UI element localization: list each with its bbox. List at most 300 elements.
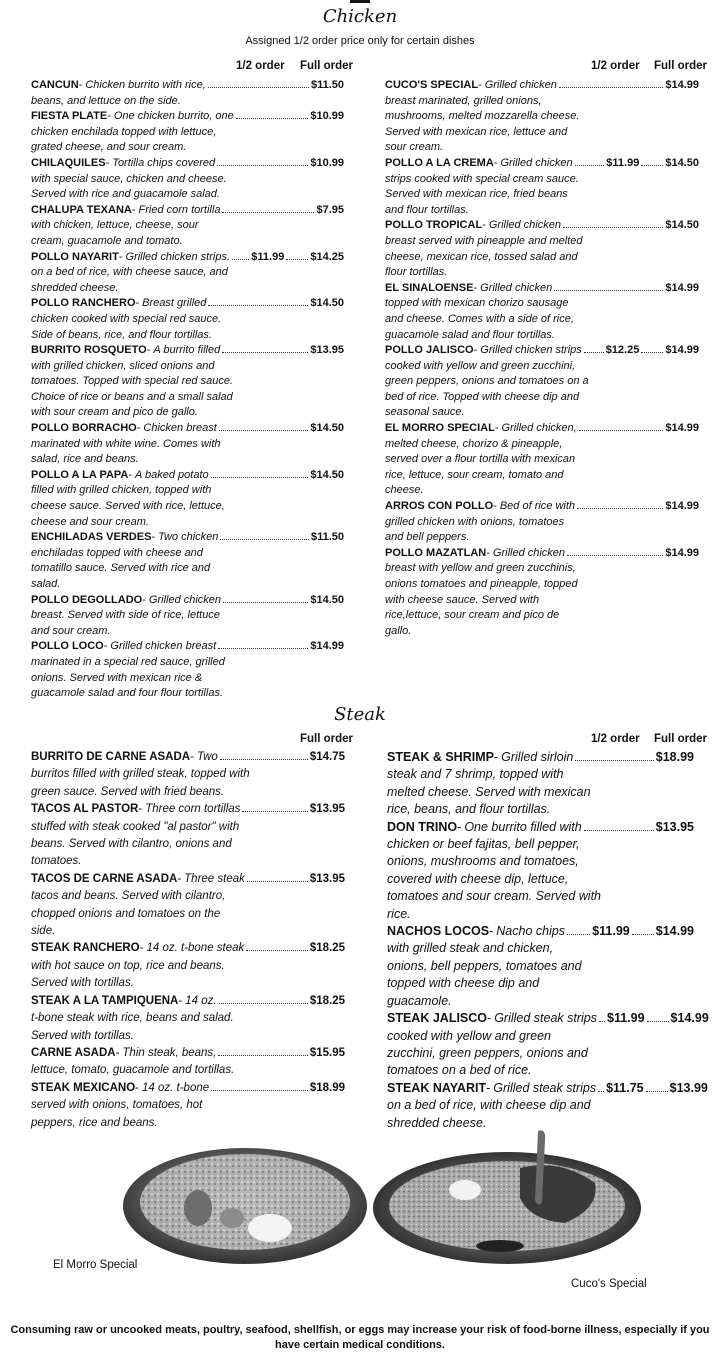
dish-name: STEAK RANCHERO [31,942,140,955]
dash-separator: - [105,156,110,169]
menu-item [31,639,344,701]
dot-leader [579,430,664,431]
dish-description-line: chicken enchilada topped with lettuce, [31,125,217,138]
dash-separator: - [178,994,183,1007]
full-order-price: $18.99 [309,1081,345,1094]
dish-description-line: breast served with pineapple and melted [385,234,583,247]
full-order-price: $14.99 [655,924,694,939]
menu-item [385,281,699,343]
dish-description-line: on a bed of rice, with cheese dip and [387,1098,591,1113]
dish-lead-text: Breast grilled [142,297,207,310]
menu-item-header [31,993,345,1010]
dish-lead-text: Bed of rice with [499,500,576,513]
menu-item-header [385,546,699,562]
dish-name: POLLO BORRACHO [31,422,137,435]
dish-description-line: mushrooms, melted mozzarella cheese. [385,110,580,123]
menu-item-header [31,250,344,266]
steak-left-full-header: Full order [300,733,354,745]
dish-description-line: rice, lettuce, sour cream, tomato and [385,468,564,481]
dash-separator: - [128,468,133,481]
dish-name: CARNE ASADA [31,1046,116,1059]
dish-lead-text: Grilled chicken strips [480,344,582,357]
menu-item [31,1080,345,1132]
half-order-note: Assigned 1/2 order price only for certain dishes [245,35,475,47]
half-order-price: $11.99 [606,156,640,169]
dot-leader [554,290,663,291]
menu-item [31,78,344,109]
menu-item-header [387,923,694,940]
dish-name: POLLO A LA CREMA [385,156,494,169]
dish-description-line: guacamole salad and flour tortillas. [385,328,555,341]
dish-lead-text: Thin steak, beans, [122,1046,217,1059]
dish-description-line: onions. Served with mexican rice & [31,671,203,684]
cucos-special-photo [370,1128,648,1268]
menu-item-header [385,499,699,515]
dish-description-line: chicken or beef fajitas, bell pepper, [387,837,580,852]
dash-separator: - [493,156,498,169]
dish-lead-text: Grilled steak strips [494,1011,597,1026]
dot-leader [236,118,309,119]
dish-description-line: chicken cooked with special red sauce. [31,312,222,325]
dish-name: TACOS DE CARNE ASADA [31,872,178,885]
dish-lead-text: Grilled chicken [500,156,573,169]
menu-item-header [31,468,344,484]
chicken-right-half-header: 1/2 order [591,60,640,72]
menu-item [385,499,699,546]
menu-item [31,940,345,992]
menu-item-header [31,530,344,546]
menu-item-header [31,749,345,766]
menu-item [385,546,699,640]
menu-item [387,923,694,1010]
menu-item [387,1080,708,1132]
full-order-price: $7.95 [316,203,344,216]
full-order-price: $14.50 [310,593,344,606]
dish-lead-text: 14 oz. [185,994,217,1007]
menu-item [385,156,699,218]
dish-name: POLLO A LA PAPA [31,468,129,481]
dot-leader [222,212,314,213]
dash-separator: - [146,344,151,357]
dish-name: STEAK JALISCO [387,1011,488,1026]
dish-description-line: tacos and beans. Served with cilantro, [31,890,226,903]
dish-description-line: marinated in a special red sauce, grilled [31,655,225,668]
dish-lead-text: Grilled chicken [484,79,557,91]
dish-name: CUCO'S SPECIAL [385,79,479,91]
chicken-left-column [31,78,344,702]
dish-description-line: grilled chicken with onions, tomatoes [385,515,565,528]
dish-description-line: with grilled steak and chicken, [387,941,554,956]
menu-item-header [385,156,699,172]
el-morro-special-photo [120,1138,370,1268]
dash-separator: - [486,1080,491,1095]
dish-lead-text: 14 oz. t-bone steak [146,942,245,955]
dot-leader [219,430,309,431]
dash-separator: - [482,219,486,232]
dash-separator: - [139,942,144,955]
dish-description-line: cheese, mexican rice, tossed salad and [385,250,578,263]
dash-separator: - [487,1011,492,1026]
menu-item-header [31,801,345,818]
dish-name: FIESTA PLATE [31,110,108,123]
dish-description-line: guacamole salad and four flour tortillas. [31,687,223,700]
dish-description-line: with special sauce, chicken and cheese. [31,172,227,185]
dish-description-line: tomatillo sauce. Served with rice and [31,562,211,575]
half-order-price: $11.99 [251,250,285,263]
dish-description-line: cream, guacamole and tomato. [31,234,183,247]
dot-leader [208,305,308,306]
menu-item [31,109,344,156]
dish-description-line: onions, mushrooms and tomatoes, [387,854,579,869]
menu-item [31,1045,345,1080]
dish-description-line: tomatoes and sour cream. Served with [387,889,601,904]
menu-item-header [31,871,345,888]
menu-item [385,78,699,156]
dish-name: DON TRINO [387,819,458,834]
full-order-price: $14.50 [310,468,344,481]
dish-description-line: melted cheese, chorizo & pineapple, [385,437,563,450]
full-order-price: $14.25 [310,250,344,263]
dish-description-line: tomatoes on a bed of rice. [387,1063,532,1078]
warning-line-1: Consuming raw or uncooked meats, poultry, seafood, shellfish, or eggs may increase your risk of food-borne illness, especially if you [10,1324,710,1336]
dash-separator: - [136,422,141,435]
full-order-price: $15.95 [309,1046,345,1059]
menu-item-header [385,343,699,359]
dish-name: BURRITO ROSQUETO [31,344,147,357]
full-order-price: $14.99 [665,79,699,91]
food-safety-warning [0,1323,720,1353]
menu-item [387,1010,709,1080]
chicken-title: Chicken [322,6,398,27]
half-order-price: $11.99 [607,1011,645,1026]
full-order-price: $11.50 [310,79,344,91]
dish-description-line: stuffed with steak cooked "al pastor" with [31,820,240,833]
el-morro-special-caption: El Morro Special [53,1259,138,1271]
menu-item-header [387,1010,709,1027]
dash-separator: - [131,203,136,216]
dish-description-line: strips cooked with special cream sauce. [385,172,579,185]
dish-description-line: with grilled chicken, sliced onions and [31,359,215,372]
dish-description-line: Choice of rice or beans and a small salad [31,390,233,403]
dish-name: ARROS CON POLLO [385,500,494,513]
full-order-price: $18.25 [309,942,345,955]
dish-description-line: flour tortillas. [385,266,448,279]
dash-separator: - [493,500,497,513]
dash-separator: - [151,531,156,544]
dot-leader [220,759,308,760]
dot-leader [584,830,654,831]
dish-name: CHALUPA TEXANA [31,203,132,216]
dish-name: TACOS AL PASTOR [31,803,139,816]
dot-leader [598,1091,604,1092]
menu-item [31,871,345,941]
dish-description-line: side. [31,925,56,938]
chicken-left-half-header: 1/2 order [236,60,285,72]
dish-description-line: Served with rice and guacamole salad. [31,188,220,201]
full-order-price: $14.99 [665,422,699,435]
full-order-price: $14.99 [310,640,344,653]
menu-item-header [31,639,344,655]
dish-description-line: salad, rice and beans. [31,453,139,466]
dot-leader [563,227,663,228]
dish-lead-text: One chicken burrito, one [113,110,234,123]
menu-item-header [31,296,344,312]
dish-description-line: tomatoes. Topped with special red sauce. [31,375,233,388]
dish-lead-text: Grilled chicken [480,281,553,294]
dot-leader [217,165,308,166]
dash-separator: - [457,819,462,834]
dish-description-line: served with onions, tomatoes, hot [31,1099,203,1112]
dish-name: POLLO DEGOLLADO [31,593,143,606]
full-order-price: $10.99 [310,156,344,169]
menu-item [31,993,345,1045]
dot-leader [647,1021,669,1022]
dot-leader [218,648,308,649]
steak-right-full-header: Full order [654,733,708,745]
dish-lead-text: Two [196,751,218,763]
dish-lead-text: Chicken breast [143,422,217,435]
dish-description-line: breast with yellow and green zucchinis, [385,562,576,575]
dish-description-line: on a bed of rice, with cheese sauce, and [31,266,228,279]
menu-item [31,203,344,250]
full-order-price: $14.99 [665,500,699,513]
dish-description-line: Served with mexican rice, lettuce and [385,125,568,138]
dash-separator: - [473,344,478,357]
dish-description-line: cheese sauce. Served with rice, lettuce, [31,500,225,513]
full-order-price: $10.99 [310,110,344,123]
full-order-price: $14.50 [665,156,699,169]
dish-name: POLLO LOCO [31,640,104,653]
dash-separator: - [115,1046,120,1059]
dish-description-line: Served with mexican rice, fried beans [385,188,568,201]
menu-item-header [387,1080,708,1097]
dot-leader [567,555,663,556]
dish-description-line: beans, and lettuce on the side. [31,94,181,107]
dish-name: EL MORRO SPECIAL [385,422,495,435]
dot-leader [211,1090,308,1091]
full-order-price: $14.75 [309,751,345,763]
warning-line-2: have certain medical conditions. [275,1339,445,1351]
dot-leader [223,602,308,603]
dish-description-line: rice, beans, and flour tortillas. [387,802,551,817]
menu-item-header [31,78,344,94]
menu-item [31,296,344,343]
menu-item [31,156,344,203]
full-order-price: $18.25 [309,994,345,1007]
dot-leader [208,87,309,88]
full-order-price: $13.95 [309,872,345,885]
dot-leader [641,165,663,166]
full-order-price: $14.50 [665,219,699,232]
dish-lead-text: Grilled sirloin [501,750,574,764]
dot-leader [577,508,663,509]
dish-lead-text: One burrito filled with [464,819,582,834]
dot-leader [222,352,308,353]
dot-leader [247,881,308,882]
dish-name: POLLO TROPICAL [385,219,483,232]
dot-leader [232,259,249,260]
dish-description-line: shredded cheese. [387,1115,487,1130]
dish-name: STEAK A LA TAMPIQUENA [31,994,179,1007]
full-order-price: $13.99 [669,1080,708,1095]
dish-description-line: melted cheese. Served with mexican [387,784,591,799]
menu-item-header [31,156,344,172]
dish-description-line: and sour cream. [31,624,111,637]
menu-item [387,749,694,819]
dish-lead-text: Tortilla chips covered [112,156,216,169]
dash-separator: - [142,593,146,606]
dish-name: CHILAQUILES [31,156,106,169]
dish-name: BURRITO DE CARNE ASADA [31,751,191,763]
full-order-price: $14.50 [310,422,344,435]
menu-item-header [385,421,699,437]
dish-name: POLLO JALISCO [385,344,474,357]
dash-separator: - [103,640,108,653]
dish-description-line: and cheese. Comes with a side of rice, [385,312,574,325]
menu-item [31,250,344,297]
dash-separator: - [78,79,83,91]
dish-lead-text: Three steak [184,872,245,885]
chicken-right-full-header: Full order [654,60,708,72]
full-order-price: $14.50 [310,297,344,310]
dish-description-line: green sauce. Served with fried beans. [31,785,225,798]
dish-description-line: rice,lettuce, sour cream and pico de [385,609,560,622]
dish-lead-text: A burrito filled [153,344,221,357]
dish-description-line: breast marinated, grilled onions, [385,94,542,107]
dash-separator: - [493,750,499,764]
menu-item [31,530,344,592]
dish-description-line: t-bone steak with rice, beans and salad. [31,1012,234,1025]
dish-description-line: Served with tortillas. [31,977,134,990]
half-order-price: $11.75 [606,1080,644,1095]
dash-separator: - [494,422,499,435]
full-order-price: $14.99 [665,281,699,294]
dish-lead-text: A baked potato [135,468,209,481]
dish-lead-text: Grilled chicken [488,219,561,232]
dish-name: STEAK & SHRIMP [387,750,494,764]
dash-separator: - [135,1081,139,1094]
full-order-price: $13.95 [309,803,345,816]
dish-description-line: Served with tortillas. [31,1029,134,1042]
dish-description-line: cooked with yellow and green zucchini, [385,359,576,372]
menu-item [31,801,345,871]
dish-lead-text: Grilled chicken [148,593,222,606]
menu-item-header [31,421,344,437]
dish-description-line: with hot sauce on top, rice and beans. [31,959,225,972]
menu-item-header [31,343,344,359]
dot-leader [567,934,590,935]
dish-description-line: lettuce, tomato, guacamole and tortillas. [31,1064,235,1077]
dot-leader [646,1091,668,1092]
dish-description-line: topped with cheese dip and [387,976,540,991]
dish-lead-text: Grilled chicken breast [110,640,217,653]
dish-description-line: gallo. [385,624,412,637]
menu-item-header [31,1045,345,1062]
full-order-price: $14.99 [665,546,699,559]
dish-name: POLLO RANCHERO [31,297,136,310]
menu-item [385,343,699,421]
dash-separator: - [135,297,140,310]
menu-item [31,468,344,530]
dash-separator: - [473,281,478,294]
menu-item [385,421,699,499]
dish-description-line: with cheese sauce. Served with [385,593,540,606]
menu-item-header [31,1080,345,1097]
dish-lead-text: Fried corn tortilla [138,203,221,216]
dot-leader [246,950,308,951]
dish-name: EL SINALOENSE [385,281,474,294]
dot-leader [211,477,309,478]
dish-description-line: and flour tortillas. [385,203,469,216]
full-order-price: $14.99 [670,1011,709,1026]
dish-description-line: sour cream. [385,141,444,154]
dash-separator: - [118,250,123,263]
menu-item-header [31,203,344,219]
dash-separator: - [486,546,490,559]
dish-description-line: covered with cheese dip, lettuce, [387,871,569,886]
dash-separator: - [478,79,482,91]
dot-leader [218,1055,307,1056]
dish-description-line: served over a flour tortilla with mexican [385,453,576,466]
full-order-price: $11.50 [310,531,344,544]
menu-item-header [385,78,699,94]
steak-right-half-header: 1/2 order [591,733,640,745]
dish-name: STEAK MEXICANO [31,1081,136,1094]
menu-item [31,421,344,468]
dish-lead-text: Grilled chicken strips. [125,250,231,263]
dish-description-line: guacamole. [387,993,452,1008]
dish-description-line: with sour cream and pico de gallo. [31,406,198,419]
menu-item-header [31,940,345,957]
dish-lead-text: Chicken burrito with rice, [85,79,206,91]
full-order-price: $14.99 [665,344,699,357]
chicken-right-column [385,78,699,639]
dish-description-line: filled with grilled chicken, topped with [31,484,212,497]
dish-description-line: onions tomatoes and pineapple, topped [385,578,578,590]
dot-leader [219,1003,308,1004]
full-order-price: $13.95 [310,344,344,357]
dish-lead-text: 14 oz. t-bone [142,1081,210,1094]
dish-description-line: with chicken, lettuce, cheese, sour [31,219,199,232]
dish-description-line: Side of beans, rice, and flour tortillas. [31,328,212,341]
dot-leader [584,352,604,353]
half-order-price: $11.99 [592,924,630,939]
dot-leader [641,352,663,353]
dash-separator: - [190,751,194,763]
dish-description-line: zucchini, green peppers, onions and [387,1045,588,1060]
dish-description-line: rice. [387,906,411,921]
dish-description-line: grated cheese, and sour cream. [31,141,187,154]
menu-item-header [385,218,699,234]
dish-name: ENCHILADAS VERDES [31,531,152,544]
menu-item [387,819,694,923]
dish-description-line: seasonal sauce. [385,406,465,419]
half-order-price: $12.25 [605,344,640,357]
dish-description-line: breast. Served with side of rice, lettuce [31,609,220,622]
dish-lead-text: Two chicken [158,531,219,544]
top-rule [350,0,370,3]
menu-item-header [31,593,344,609]
dot-leader [242,811,307,812]
dot-leader [575,760,653,761]
menu-item [31,343,344,421]
dish-name: STEAK NAYARIT [387,1080,487,1095]
dot-leader [599,1021,605,1022]
dish-description-line: and bell peppers. [385,531,470,544]
dish-lead-text: Nacho chips [496,924,566,939]
menu-item-header [31,109,344,125]
dish-description-line: bed of rice. Topped with cheese dip and [385,390,580,403]
